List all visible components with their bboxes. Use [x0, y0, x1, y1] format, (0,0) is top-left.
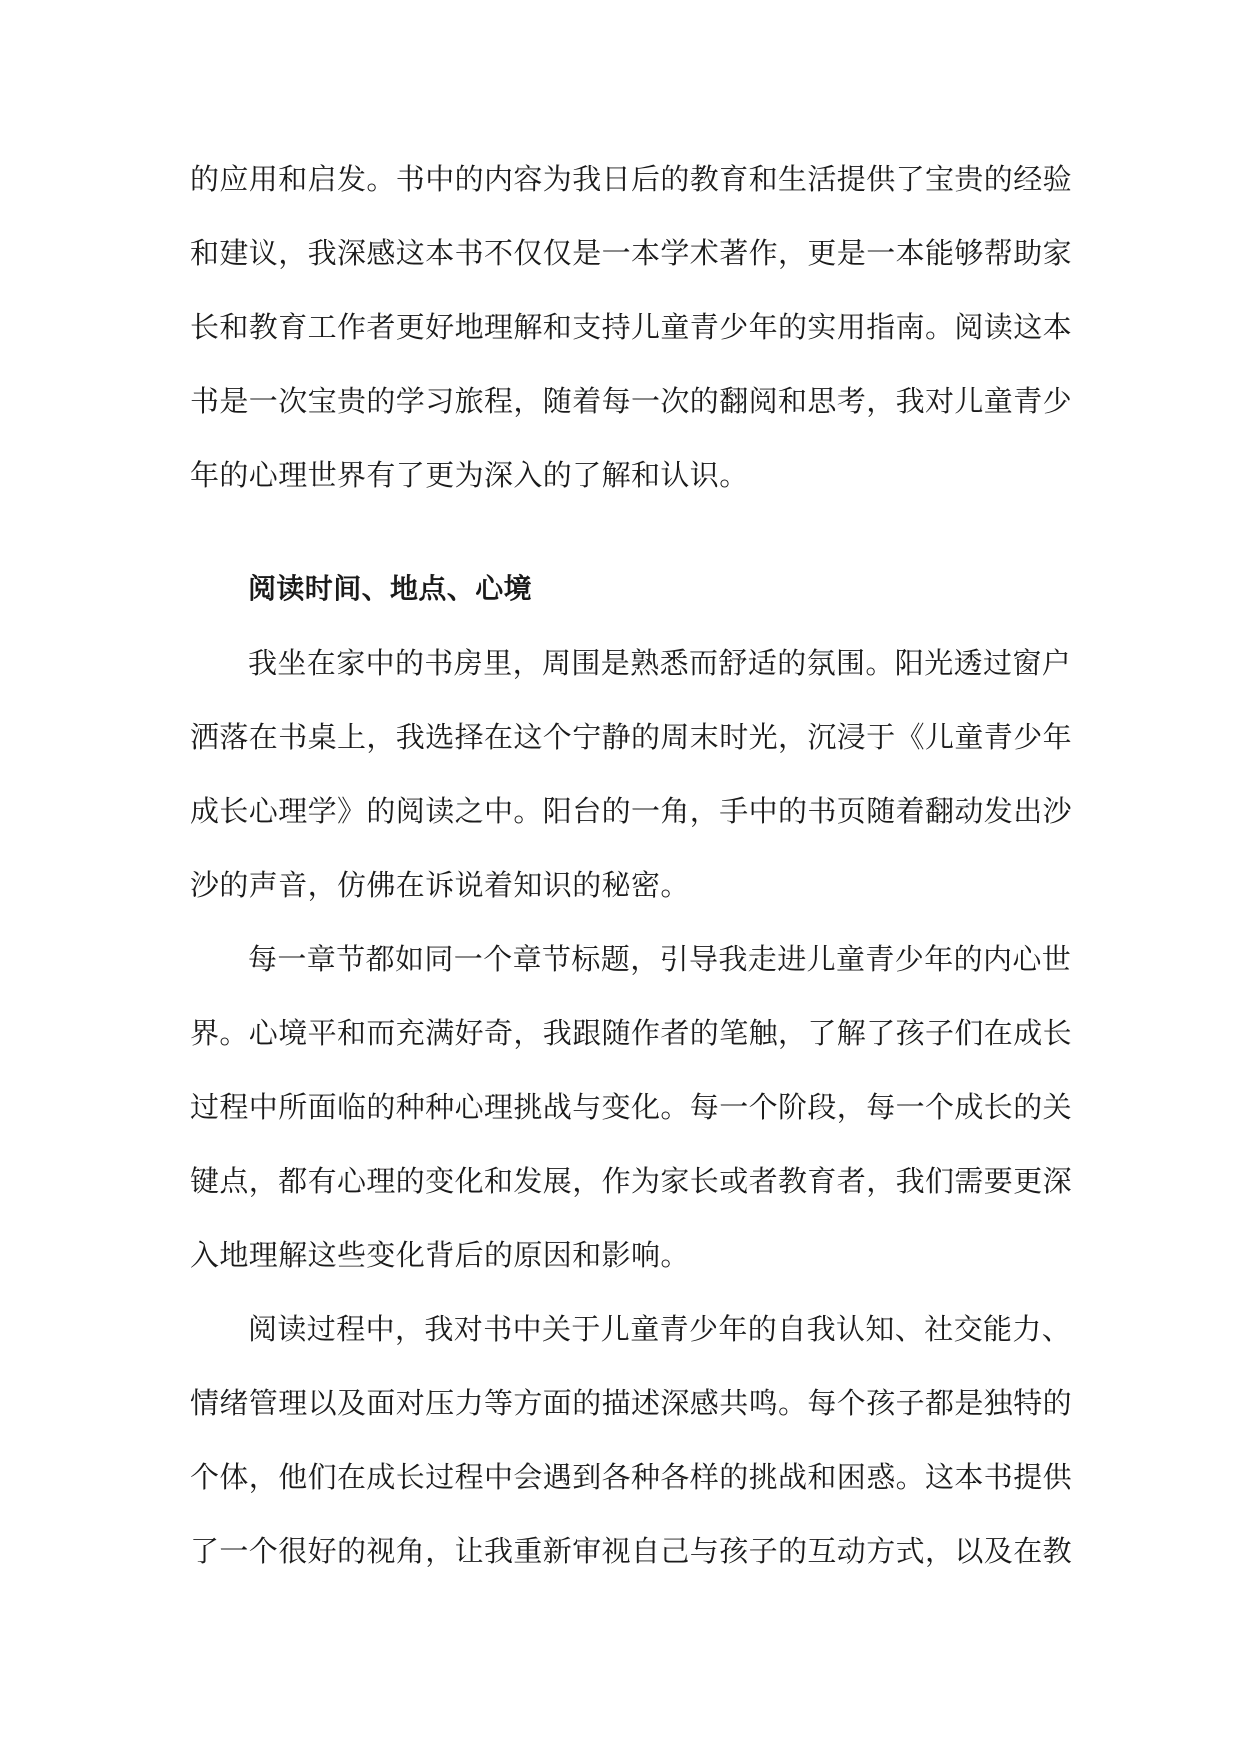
paragraph-3	[190, 922, 1073, 1292]
heading-text: 阅读时间、地点、心境	[248, 572, 533, 605]
text-line: 过程中所面临的种种心理挑战与变化。每一个阶段，每一个成长的关	[190, 1090, 1073, 1124]
paragraph-1	[190, 142, 1073, 512]
text-line: 阅读过程中，我对书中关于儿童青少年的自我认知、社交能力、	[248, 1312, 1072, 1346]
text-line: 每一章节都如同一个章节标题，引导我走进儿童青少年的内心世	[248, 942, 1072, 976]
text-line: 的应用和启发。书中的内容为我日后的教育和生活提供了宝贵的经验	[190, 162, 1073, 196]
text-line: 界。心境平和而充满好奇，我跟随作者的笔触，了解了孩子们在成长	[190, 1016, 1073, 1050]
text-line: 沙的声音，仿佛在诉说着知识的秘密。	[190, 868, 690, 902]
text-line: 了一个很好的视角，让我重新审视自己与孩子的互动方式，以及在教	[190, 1534, 1073, 1568]
text-line: 成长心理学》的阅读之中。阳台的一角，手中的书页随着翻动发出沙	[190, 794, 1073, 828]
document-body	[190, 142, 1073, 1588]
paragraph-2	[190, 626, 1073, 922]
text-line: 键点，都有心理的变化和发展，作为家长或者教育者，我们需要更深	[190, 1164, 1073, 1198]
text-line: 洒落在书桌上，我选择在这个宁静的周末时光，沉浸于《儿童青少年	[190, 720, 1073, 754]
text-line: 入地理解这些变化背后的原因和影响。	[190, 1238, 690, 1272]
text-line: 个体，他们在成长过程中会遇到各种各样的挑战和困惑。这本书提供	[190, 1460, 1073, 1494]
section-heading	[190, 552, 1052, 626]
text-line: 长和教育工作者更好地理解和支持儿童青少年的实用指南。阅读这本	[190, 310, 1073, 344]
text-line: 和建议，我深感这本书不仅仅是一本学术著作，更是一本能够帮助家	[190, 236, 1073, 270]
text-line: 我坐在家中的书房里，周围是熟悉而舒适的氛围。阳光透过窗户	[248, 646, 1072, 680]
text-line: 书是一次宝贵的学习旅程，随着每一次的翻阅和思考，我对儿童青少	[190, 384, 1073, 418]
text-line: 年的心理世界有了更为深入的了解和认识。	[190, 458, 749, 492]
paragraph-4	[190, 1292, 1073, 1588]
paragraph-gap	[190, 512, 1052, 552]
text-line: 情绪管理以及面对压力等方面的描述深感共鸣。每个孩子都是独特的	[190, 1386, 1073, 1420]
